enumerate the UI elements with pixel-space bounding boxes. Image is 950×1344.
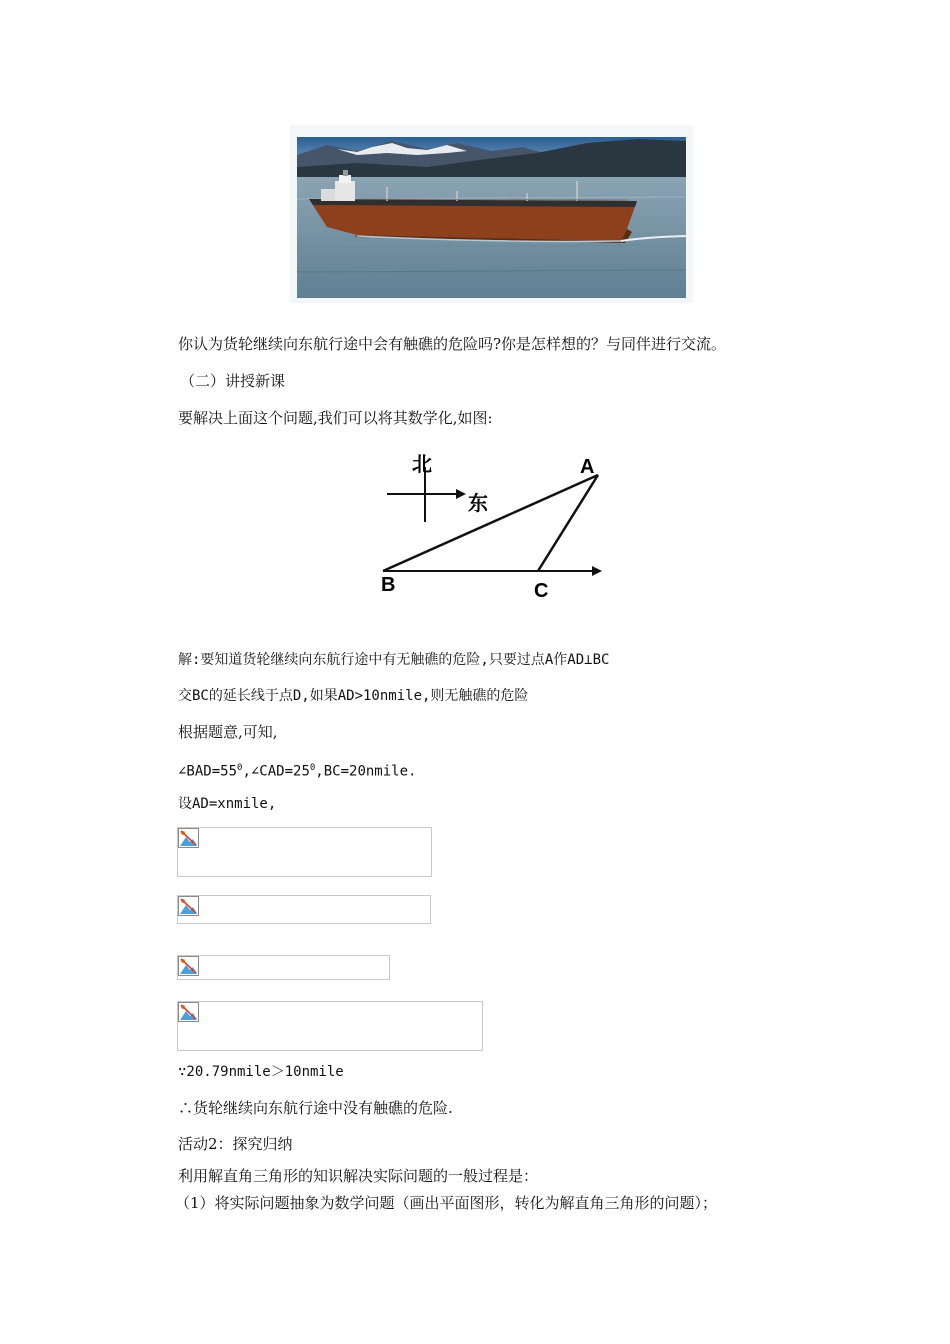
- intro-lead: 要解决上面这个问题,我们可以将其数学化,如图:: [178, 409, 493, 427]
- equation-image-2: [177, 895, 431, 924]
- side-ab: [383, 475, 598, 571]
- given-values: [178, 758, 416, 782]
- intro-question: 你认为货轮继续向东航行途中会有触礁的危险吗?你是怎样想的？与同伴进行交流。: [178, 335, 727, 353]
- angle-cad: ,∠CAD=25: [242, 763, 310, 780]
- label-point-a: A: [580, 456, 595, 478]
- angle-bad: ∠BAD=55: [178, 763, 238, 780]
- activity-title: 活动2：探究归纳: [178, 1135, 293, 1153]
- equation-image-1: [177, 827, 432, 877]
- activity-step-1: （1）将实际问题抽象为数学问题（画出平面图形，转化为解直角三角形的问题）；: [175, 1194, 718, 1212]
- broken-image-icon: [178, 956, 199, 976]
- section-heading: （二）讲授新课: [180, 372, 286, 390]
- let-ad: 设AD=xnmile,: [178, 796, 277, 812]
- broken-image-icon: [178, 896, 199, 916]
- equation-image-3: [177, 955, 390, 980]
- bc-length: ,BC=20nmile.: [315, 763, 417, 780]
- broken-image-icon: [178, 828, 199, 848]
- label-north: 北: [412, 452, 432, 476]
- equation-image-4: [177, 1001, 483, 1051]
- therefore-line: ∴货轮继续向东航行途中没有触礁的危险.: [178, 1099, 453, 1117]
- triangle-diagram: [370, 445, 620, 605]
- degree-mark: 0: [237, 763, 243, 773]
- east-arrowhead: [456, 489, 466, 499]
- ray-arrowhead: [592, 566, 602, 576]
- ship-photo: [297, 137, 686, 298]
- degree-mark: 0: [309, 763, 316, 773]
- label-point-b: B: [381, 574, 396, 596]
- label-east: 东: [468, 491, 488, 515]
- broken-image-icon: [178, 1002, 199, 1022]
- activity-intro: 利用解直角三角形的知识解决实际问题的一般过程是：: [178, 1167, 539, 1185]
- solution-line-1: 解:要知道货轮继续向东航行途中有无触礁的危险,只要过点A作AD⊥BC: [178, 652, 610, 668]
- solution-line-3: 根据题意,可知,: [178, 723, 278, 741]
- solution-line-2: 交BC的延长线于点D,如果AD>10nmile,则无触礁的危险: [178, 688, 529, 704]
- label-point-c: C: [534, 580, 549, 602]
- because-line: ∵20.79nmile＞10nmile: [178, 1064, 344, 1080]
